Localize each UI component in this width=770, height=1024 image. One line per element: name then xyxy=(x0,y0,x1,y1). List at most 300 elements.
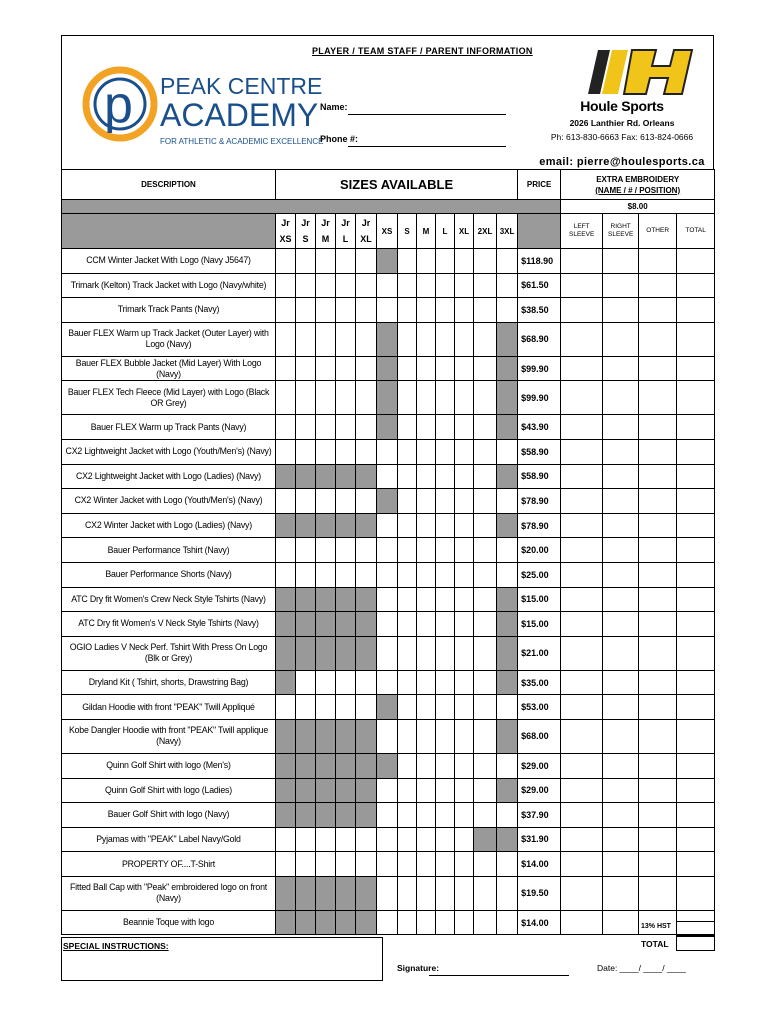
size-cell[interactable] xyxy=(377,439,398,464)
embroidery-cell[interactable] xyxy=(603,249,639,274)
embroidery-cell[interactable] xyxy=(603,273,639,298)
size-cell[interactable] xyxy=(455,876,474,910)
size-cell[interactable] xyxy=(377,670,398,695)
size-cell[interactable] xyxy=(398,415,417,440)
embroidery-cell[interactable] xyxy=(677,513,715,538)
size-cell[interactable] xyxy=(398,612,417,637)
size-cell[interactable] xyxy=(436,587,455,612)
embroidery-cell[interactable] xyxy=(603,910,639,935)
embroidery-cell[interactable] xyxy=(603,636,639,670)
size-cell[interactable] xyxy=(296,356,316,381)
size-cell[interactable] xyxy=(474,778,497,803)
size-cell[interactable] xyxy=(296,827,316,852)
size-cell[interactable] xyxy=(377,827,398,852)
size-cell[interactable] xyxy=(436,464,455,489)
size-cell[interactable] xyxy=(474,464,497,489)
embroidery-cell[interactable] xyxy=(677,298,715,323)
size-cell[interactable] xyxy=(417,439,436,464)
embroidery-cell[interactable] xyxy=(639,356,677,381)
embroidery-cell[interactable] xyxy=(677,636,715,670)
embroidery-cell[interactable] xyxy=(603,852,639,877)
embroidery-cell[interactable] xyxy=(639,381,677,415)
size-cell[interactable] xyxy=(336,298,356,323)
size-cell[interactable] xyxy=(436,753,455,778)
embroidery-cell[interactable] xyxy=(561,249,603,274)
size-cell[interactable] xyxy=(398,513,417,538)
size-cell[interactable] xyxy=(276,562,296,587)
size-cell[interactable] xyxy=(356,695,377,720)
size-cell[interactable] xyxy=(436,298,455,323)
size-cell[interactable] xyxy=(356,273,377,298)
size-cell[interactable] xyxy=(296,562,316,587)
embroidery-cell[interactable] xyxy=(677,852,715,877)
size-cell[interactable] xyxy=(296,249,316,274)
size-cell[interactable] xyxy=(398,464,417,489)
embroidery-cell[interactable] xyxy=(677,415,715,440)
size-cell[interactable] xyxy=(455,562,474,587)
size-cell[interactable] xyxy=(276,489,296,514)
size-cell[interactable] xyxy=(398,753,417,778)
embroidery-cell[interactable] xyxy=(561,612,603,637)
size-cell[interactable] xyxy=(436,489,455,514)
size-cell[interactable] xyxy=(336,439,356,464)
size-cell[interactable] xyxy=(296,415,316,440)
size-cell[interactable] xyxy=(417,636,436,670)
size-cell[interactable] xyxy=(377,587,398,612)
size-cell[interactable] xyxy=(276,852,296,877)
embroidery-cell[interactable] xyxy=(639,587,677,612)
embroidery-cell[interactable] xyxy=(561,356,603,381)
embroidery-cell[interactable] xyxy=(603,695,639,720)
size-cell[interactable] xyxy=(455,381,474,415)
size-cell[interactable] xyxy=(356,356,377,381)
size-cell[interactable] xyxy=(497,249,518,274)
size-cell[interactable] xyxy=(455,322,474,356)
size-cell[interactable] xyxy=(474,489,497,514)
size-cell[interactable] xyxy=(474,381,497,415)
size-cell[interactable] xyxy=(398,852,417,877)
embroidery-cell[interactable] xyxy=(639,249,677,274)
embroidery-cell[interactable] xyxy=(639,562,677,587)
size-cell[interactable] xyxy=(356,852,377,877)
size-cell[interactable] xyxy=(398,695,417,720)
signature-field[interactable] xyxy=(429,975,569,976)
embroidery-cell[interactable] xyxy=(677,827,715,852)
embroidery-cell[interactable] xyxy=(603,719,639,753)
embroidery-cell[interactable] xyxy=(603,612,639,637)
size-cell[interactable] xyxy=(436,636,455,670)
size-cell[interactable] xyxy=(336,489,356,514)
embroidery-cell[interactable] xyxy=(603,778,639,803)
size-cell[interactable] xyxy=(417,489,436,514)
size-cell[interactable] xyxy=(474,587,497,612)
size-cell[interactable] xyxy=(398,249,417,274)
embroidery-cell[interactable] xyxy=(639,513,677,538)
embroidery-cell[interactable] xyxy=(561,719,603,753)
size-cell[interactable] xyxy=(436,356,455,381)
size-cell[interactable] xyxy=(276,538,296,563)
size-cell[interactable] xyxy=(436,322,455,356)
size-cell[interactable] xyxy=(455,489,474,514)
size-cell[interactable] xyxy=(398,670,417,695)
size-cell[interactable] xyxy=(316,538,336,563)
size-cell[interactable] xyxy=(356,415,377,440)
size-cell[interactable] xyxy=(474,803,497,828)
size-cell[interactable] xyxy=(436,538,455,563)
size-cell[interactable] xyxy=(316,852,336,877)
size-cell[interactable] xyxy=(336,356,356,381)
size-cell[interactable] xyxy=(474,852,497,877)
embroidery-cell[interactable] xyxy=(603,513,639,538)
size-cell[interactable] xyxy=(474,356,497,381)
size-cell[interactable] xyxy=(377,298,398,323)
embroidery-cell[interactable] xyxy=(677,719,715,753)
embroidery-cell[interactable] xyxy=(561,381,603,415)
size-cell[interactable] xyxy=(296,381,316,415)
size-cell[interactable] xyxy=(296,298,316,323)
size-cell[interactable] xyxy=(398,876,417,910)
embroidery-cell[interactable] xyxy=(677,356,715,381)
size-cell[interactable] xyxy=(316,298,336,323)
size-cell[interactable] xyxy=(316,356,336,381)
size-cell[interactable] xyxy=(377,803,398,828)
size-cell[interactable] xyxy=(417,381,436,415)
size-cell[interactable] xyxy=(398,356,417,381)
size-cell[interactable] xyxy=(398,803,417,828)
embroidery-cell[interactable] xyxy=(639,415,677,440)
embroidery-cell[interactable] xyxy=(639,852,677,877)
size-cell[interactable] xyxy=(276,381,296,415)
size-cell[interactable] xyxy=(497,803,518,828)
embroidery-cell[interactable] xyxy=(561,670,603,695)
embroidery-cell[interactable] xyxy=(677,489,715,514)
size-cell[interactable] xyxy=(296,273,316,298)
size-cell[interactable] xyxy=(336,852,356,877)
size-cell[interactable] xyxy=(398,439,417,464)
size-cell[interactable] xyxy=(417,562,436,587)
size-cell[interactable] xyxy=(316,562,336,587)
size-cell[interactable] xyxy=(474,910,497,935)
embroidery-cell[interactable] xyxy=(561,753,603,778)
size-cell[interactable] xyxy=(398,538,417,563)
size-cell[interactable] xyxy=(377,273,398,298)
size-cell[interactable] xyxy=(398,273,417,298)
size-cell[interactable] xyxy=(296,489,316,514)
size-cell[interactable] xyxy=(436,249,455,274)
embroidery-cell[interactable] xyxy=(639,273,677,298)
size-cell[interactable] xyxy=(377,513,398,538)
size-cell[interactable] xyxy=(417,322,436,356)
size-cell[interactable] xyxy=(336,827,356,852)
size-cell[interactable] xyxy=(474,612,497,637)
size-cell[interactable] xyxy=(455,852,474,877)
size-cell[interactable] xyxy=(316,381,336,415)
size-cell[interactable] xyxy=(377,612,398,637)
size-cell[interactable] xyxy=(377,562,398,587)
size-cell[interactable] xyxy=(316,670,336,695)
size-cell[interactable] xyxy=(398,636,417,670)
embroidery-cell[interactable] xyxy=(639,489,677,514)
size-cell[interactable] xyxy=(356,562,377,587)
embroidery-cell[interactable] xyxy=(639,876,677,910)
size-cell[interactable] xyxy=(436,513,455,538)
size-cell[interactable] xyxy=(336,273,356,298)
embroidery-cell[interactable] xyxy=(561,513,603,538)
size-cell[interactable] xyxy=(336,322,356,356)
embroidery-cell[interactable] xyxy=(603,298,639,323)
embroidery-cell[interactable] xyxy=(639,439,677,464)
embroidery-cell[interactable] xyxy=(561,636,603,670)
embroidery-cell[interactable] xyxy=(603,753,639,778)
size-cell[interactable] xyxy=(455,587,474,612)
embroidery-cell[interactable] xyxy=(603,587,639,612)
size-cell[interactable] xyxy=(436,562,455,587)
size-cell[interactable] xyxy=(455,298,474,323)
size-cell[interactable] xyxy=(417,249,436,274)
size-cell[interactable] xyxy=(377,910,398,935)
name-field[interactable] xyxy=(348,114,506,115)
size-cell[interactable] xyxy=(417,538,436,563)
size-cell[interactable] xyxy=(497,489,518,514)
embroidery-cell[interactable] xyxy=(677,249,715,274)
embroidery-cell[interactable] xyxy=(561,415,603,440)
size-cell[interactable] xyxy=(398,322,417,356)
embroidery-cell[interactable] xyxy=(603,538,639,563)
size-cell[interactable] xyxy=(436,910,455,935)
size-cell[interactable] xyxy=(316,322,336,356)
size-cell[interactable] xyxy=(436,719,455,753)
size-cell[interactable] xyxy=(497,538,518,563)
embroidery-cell[interactable] xyxy=(603,803,639,828)
embroidery-cell[interactable] xyxy=(677,876,715,910)
embroidery-cell[interactable] xyxy=(561,273,603,298)
size-cell[interactable] xyxy=(497,298,518,323)
size-cell[interactable] xyxy=(455,439,474,464)
size-cell[interactable] xyxy=(296,439,316,464)
size-cell[interactable] xyxy=(417,719,436,753)
size-cell[interactable] xyxy=(316,415,336,440)
embroidery-cell[interactable] xyxy=(677,778,715,803)
size-cell[interactable] xyxy=(316,439,336,464)
size-cell[interactable] xyxy=(377,636,398,670)
size-cell[interactable] xyxy=(436,273,455,298)
embroidery-cell[interactable] xyxy=(639,298,677,323)
size-cell[interactable] xyxy=(455,695,474,720)
size-cell[interactable] xyxy=(336,695,356,720)
size-cell[interactable] xyxy=(276,249,296,274)
embroidery-cell[interactable] xyxy=(561,695,603,720)
embroidery-cell[interactable] xyxy=(677,464,715,489)
size-cell[interactable] xyxy=(417,670,436,695)
size-cell[interactable] xyxy=(436,852,455,877)
size-cell[interactable] xyxy=(455,636,474,670)
embroidery-cell[interactable] xyxy=(677,670,715,695)
size-cell[interactable] xyxy=(474,298,497,323)
embroidery-cell[interactable] xyxy=(603,415,639,440)
embroidery-cell[interactable] xyxy=(603,670,639,695)
embroidery-cell[interactable] xyxy=(561,298,603,323)
size-cell[interactable] xyxy=(436,415,455,440)
size-cell[interactable] xyxy=(497,273,518,298)
size-cell[interactable] xyxy=(296,852,316,877)
embroidery-cell[interactable] xyxy=(677,562,715,587)
embroidery-cell[interactable] xyxy=(561,827,603,852)
embroidery-cell[interactable] xyxy=(639,778,677,803)
size-cell[interactable] xyxy=(276,356,296,381)
size-cell[interactable] xyxy=(398,827,417,852)
size-cell[interactable] xyxy=(398,910,417,935)
embroidery-cell[interactable] xyxy=(677,753,715,778)
size-cell[interactable] xyxy=(377,778,398,803)
size-cell[interactable] xyxy=(417,587,436,612)
embroidery-cell[interactable] xyxy=(677,587,715,612)
size-cell[interactable] xyxy=(455,719,474,753)
embroidery-cell[interactable] xyxy=(561,587,603,612)
size-cell[interactable] xyxy=(417,876,436,910)
size-cell[interactable] xyxy=(497,852,518,877)
size-cell[interactable] xyxy=(377,538,398,563)
size-cell[interactable] xyxy=(417,852,436,877)
size-cell[interactable] xyxy=(276,439,296,464)
size-cell[interactable] xyxy=(276,827,296,852)
size-cell[interactable] xyxy=(455,612,474,637)
size-cell[interactable] xyxy=(356,670,377,695)
size-cell[interactable] xyxy=(296,538,316,563)
embroidery-cell[interactable] xyxy=(561,778,603,803)
size-cell[interactable] xyxy=(455,753,474,778)
size-cell[interactable] xyxy=(377,876,398,910)
embroidery-cell[interactable] xyxy=(677,439,715,464)
embroidery-cell[interactable] xyxy=(561,803,603,828)
size-cell[interactable] xyxy=(455,538,474,563)
size-cell[interactable] xyxy=(417,778,436,803)
embroidery-cell[interactable] xyxy=(561,876,603,910)
embroidery-cell[interactable] xyxy=(603,464,639,489)
size-cell[interactable] xyxy=(417,695,436,720)
size-cell[interactable] xyxy=(455,273,474,298)
size-cell[interactable] xyxy=(455,827,474,852)
size-cell[interactable] xyxy=(455,415,474,440)
size-cell[interactable] xyxy=(497,439,518,464)
size-cell[interactable] xyxy=(455,803,474,828)
embroidery-cell[interactable] xyxy=(603,356,639,381)
size-cell[interactable] xyxy=(276,298,296,323)
size-cell[interactable] xyxy=(336,381,356,415)
phone-field[interactable] xyxy=(348,146,506,147)
embroidery-cell[interactable] xyxy=(639,719,677,753)
embroidery-cell[interactable] xyxy=(639,803,677,828)
size-cell[interactable] xyxy=(398,778,417,803)
embroidery-cell[interactable] xyxy=(561,852,603,877)
size-cell[interactable] xyxy=(356,827,377,852)
size-cell[interactable] xyxy=(417,910,436,935)
size-cell[interactable] xyxy=(316,249,336,274)
embroidery-cell[interactable] xyxy=(603,827,639,852)
embroidery-cell[interactable] xyxy=(561,538,603,563)
size-cell[interactable] xyxy=(356,298,377,323)
size-cell[interactable] xyxy=(474,562,497,587)
embroidery-cell[interactable] xyxy=(603,876,639,910)
size-cell[interactable] xyxy=(455,464,474,489)
size-cell[interactable] xyxy=(474,753,497,778)
size-cell[interactable] xyxy=(316,827,336,852)
size-cell[interactable] xyxy=(356,322,377,356)
size-cell[interactable] xyxy=(417,415,436,440)
size-cell[interactable] xyxy=(417,803,436,828)
embroidery-cell[interactable] xyxy=(561,464,603,489)
size-cell[interactable] xyxy=(474,439,497,464)
size-cell[interactable] xyxy=(455,249,474,274)
size-cell[interactable] xyxy=(474,249,497,274)
embroidery-cell[interactable] xyxy=(561,322,603,356)
size-cell[interactable] xyxy=(455,356,474,381)
embroidery-cell[interactable] xyxy=(561,562,603,587)
size-cell[interactable] xyxy=(474,538,497,563)
size-cell[interactable] xyxy=(474,670,497,695)
size-cell[interactable] xyxy=(474,513,497,538)
size-cell[interactable] xyxy=(417,513,436,538)
size-cell[interactable] xyxy=(474,876,497,910)
embroidery-cell[interactable] xyxy=(639,827,677,852)
embroidery-cell[interactable] xyxy=(603,322,639,356)
embroidery-cell[interactable] xyxy=(561,439,603,464)
size-cell[interactable] xyxy=(417,273,436,298)
size-cell[interactable] xyxy=(316,273,336,298)
embroidery-cell[interactable] xyxy=(677,273,715,298)
size-cell[interactable] xyxy=(336,538,356,563)
size-cell[interactable] xyxy=(497,695,518,720)
embroidery-cell[interactable] xyxy=(603,439,639,464)
size-cell[interactable] xyxy=(398,719,417,753)
embroidery-cell[interactable] xyxy=(639,636,677,670)
size-cell[interactable] xyxy=(398,587,417,612)
embroidery-cell[interactable] xyxy=(639,695,677,720)
size-cell[interactable] xyxy=(417,298,436,323)
embroidery-cell[interactable] xyxy=(677,322,715,356)
size-cell[interactable] xyxy=(336,415,356,440)
size-cell[interactable] xyxy=(296,695,316,720)
size-cell[interactable] xyxy=(356,489,377,514)
size-cell[interactable] xyxy=(436,695,455,720)
size-cell[interactable] xyxy=(417,612,436,637)
size-cell[interactable] xyxy=(455,670,474,695)
size-cell[interactable] xyxy=(336,670,356,695)
embroidery-cell[interactable] xyxy=(677,538,715,563)
size-cell[interactable] xyxy=(436,612,455,637)
size-cell[interactable] xyxy=(398,562,417,587)
size-cell[interactable] xyxy=(436,670,455,695)
embroidery-cell[interactable] xyxy=(677,803,715,828)
size-cell[interactable] xyxy=(336,562,356,587)
size-cell[interactable] xyxy=(276,695,296,720)
size-cell[interactable] xyxy=(398,298,417,323)
size-cell[interactable] xyxy=(474,636,497,670)
size-cell[interactable] xyxy=(276,415,296,440)
size-cell[interactable] xyxy=(455,910,474,935)
size-cell[interactable] xyxy=(377,852,398,877)
size-cell[interactable] xyxy=(497,562,518,587)
size-cell[interactable] xyxy=(276,322,296,356)
size-cell[interactable] xyxy=(474,415,497,440)
size-cell[interactable] xyxy=(316,695,336,720)
size-cell[interactable] xyxy=(377,464,398,489)
size-cell[interactable] xyxy=(455,513,474,538)
size-cell[interactable] xyxy=(356,439,377,464)
size-cell[interactable] xyxy=(356,249,377,274)
size-cell[interactable] xyxy=(497,753,518,778)
size-cell[interactable] xyxy=(377,719,398,753)
size-cell[interactable] xyxy=(296,322,316,356)
